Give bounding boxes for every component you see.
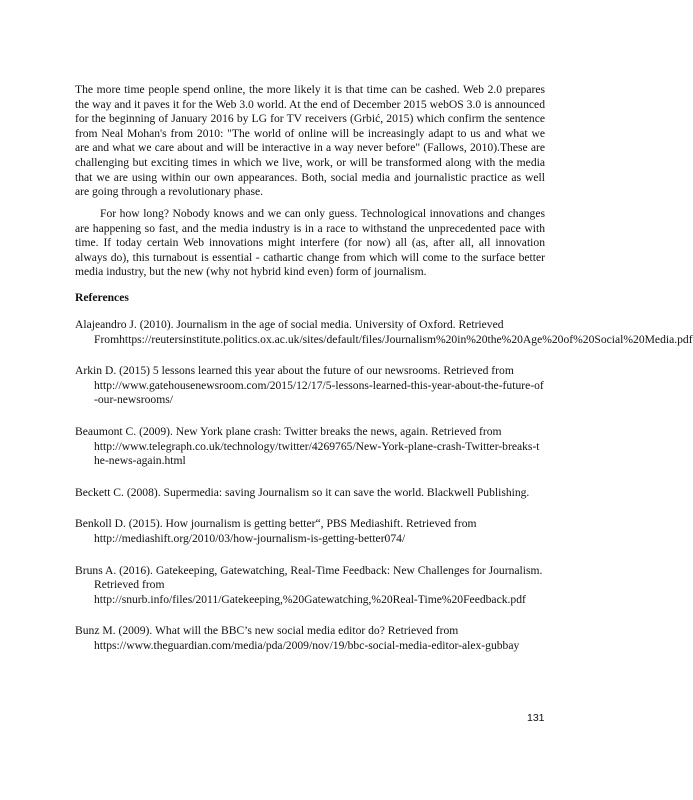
reference-item <box>75 564 545 608</box>
reference-item <box>75 364 545 408</box>
reference-item <box>75 318 693 347</box>
reference-item <box>75 486 545 501</box>
references-heading: References <box>75 291 129 304</box>
body-paragraph-2: For how long? Nobody knows and we can only guess. Technological innovations and changes are happening so fast, and the media industry is in a race to withstand the unprecedented pace with time. If today certain Web innovations might interfere (for now) all (as, after all, all innovation always do), this turnabout is essential - cathartic change from which will come to the surface better media industry, but the new (why not hybrid kind even) form of journalism. <box>75 207 545 279</box>
reference-text: Beaumont C. (2009). New York plane crash: Twitter breaks the news, again. Retrieved from <box>75 424 502 438</box>
reference-url[interactable]: http://www.telegraph.co.uk/technology/twitter/4269765/New-York-plane-crash-Twitter-breaks-the-news-again.html <box>94 439 540 468</box>
body-paragraph-1: The more time people spend online, the more likely it is that time can be cashed. Web 2.0 prepares the way and it paves it for the Web 3.0 world. At the end of December 2015 webOS 3.0 is announced for the beginning of January 2016 by LG for TV receivers (Grbić, 2015) which confirm the sentence from Neal Mohan's from 2010: "The world of online will be increasingly adapt to us and what we are and what we care about and will be interactive in a way never before" (Fallows, 2010).These are challenging but exciting times in which we live, work, or will be transformed along with the media that we are using within our own appearances. Both, social media and journalistic practice as well are going through a revolutionary phase. <box>75 83 545 199</box>
reference-url[interactable]: https://www.theguardian.com/media/pda/2009/nov/19/bbc-social-media-editor-alex-gubbay <box>94 638 520 652</box>
reference-url[interactable]: http://mediashift.org/2010/03/how-journalism-is-getting-better074/ <box>94 531 406 545</box>
reference-text: Bunz M. (2009). What will the BBC’s new social media editor do? Retrieved from <box>75 624 459 638</box>
reference-url[interactable]: https://reutersinstitute.politics.ox.ac.uk/sites/default/files/Journalism%20in%20the%20Age%20of%20Social%20Media.pdf <box>119 332 693 346</box>
reference-url[interactable]: http://snurb.info/files/2011/Gatekeeping,%20Gatewatching,%20Real-Time%20Feedback.pdf <box>94 592 526 606</box>
page-number: 131 <box>527 712 545 724</box>
reference-item <box>75 425 545 469</box>
reference-item <box>75 517 545 546</box>
reference-text: Arkin D. (2015) 5 lessons learned this year about the future of our newsrooms. Retrieved from <box>75 364 514 378</box>
reference-text: Alajeandro J. (2010). Journalism in the age of social media. University of Oxford. Retrieved From <box>75 318 504 346</box>
reference-item <box>75 624 545 653</box>
reference-url[interactable]: http://www.gatehousenewsroom.com/2015/12/17/5-lessons-learned-this-year-about-the-future-of-our-newsrooms/ <box>94 378 544 407</box>
reference-text: Bruns A. (2016). Gatekeeping, Gatewatching, Real-Time Feedback: New Challenges for Journalism. Retrieved from <box>75 563 543 592</box>
references-list <box>75 318 693 671</box>
reference-text: Beckett C. (2008). Supermedia: saving Journalism so it can save the world. Blackwell Publishing. <box>75 485 530 499</box>
reference-text: Benkoll D. (2015). How journalism is getting better“, PBS Mediashift. Retrieved from <box>75 517 477 531</box>
